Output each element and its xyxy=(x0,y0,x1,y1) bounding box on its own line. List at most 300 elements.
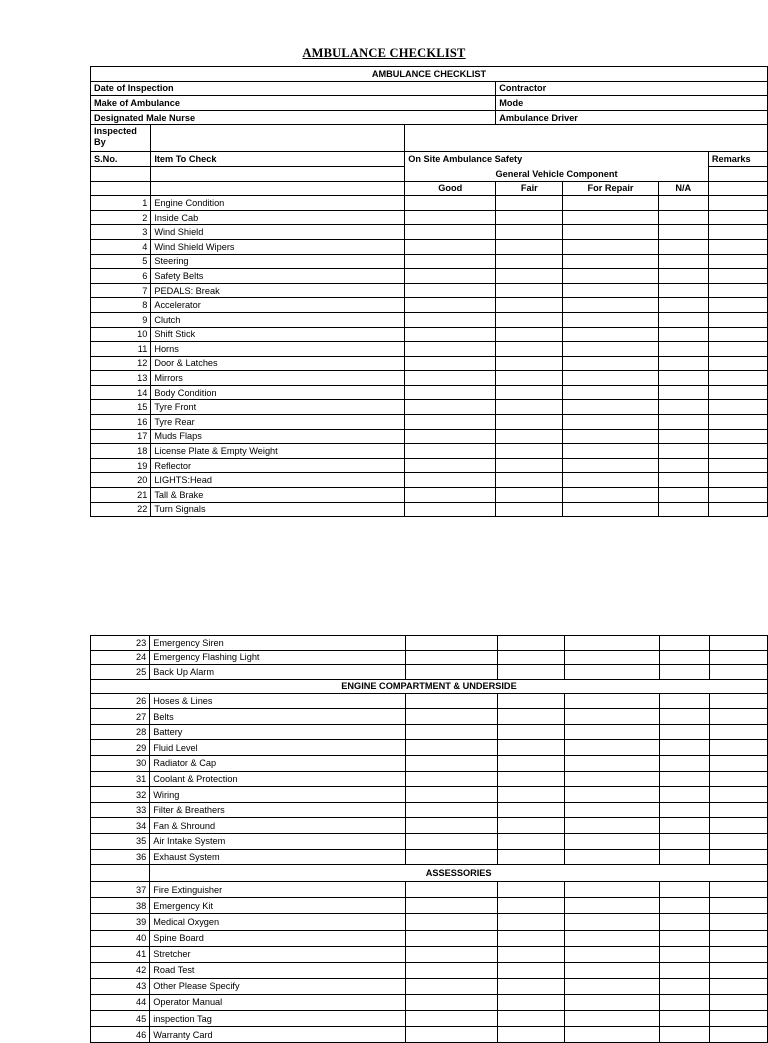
na-cell[interactable] xyxy=(659,962,709,978)
table-row xyxy=(91,312,768,327)
na-cell[interactable] xyxy=(659,946,709,962)
table-row xyxy=(91,994,768,1010)
item-label: Coolant & Protection xyxy=(150,771,406,787)
na-cell[interactable] xyxy=(659,930,709,946)
na-cell[interactable] xyxy=(659,709,709,725)
fair-cell[interactable] xyxy=(497,771,565,787)
good-cell[interactable] xyxy=(406,740,498,756)
na-cell[interactable] xyxy=(658,371,708,386)
item-label: Horns xyxy=(151,342,405,357)
repair-cell[interactable] xyxy=(565,946,659,962)
item-number: 3 xyxy=(91,225,151,240)
fair-cell[interactable] xyxy=(497,756,565,772)
fair-cell[interactable] xyxy=(496,239,563,254)
good-cell[interactable] xyxy=(406,946,498,962)
good-cell[interactable] xyxy=(406,882,498,898)
good-cell[interactable] xyxy=(405,239,496,254)
repair-cell[interactable] xyxy=(563,196,658,211)
good-cell[interactable] xyxy=(406,709,498,725)
good-cell[interactable] xyxy=(405,225,496,240)
good-cell[interactable] xyxy=(406,994,498,1010)
col-onsite-safety: On Site Ambulance Safety xyxy=(405,152,709,167)
good-cell[interactable] xyxy=(406,849,498,865)
na-cell[interactable] xyxy=(658,269,708,284)
item-number: 39 xyxy=(91,914,150,930)
repair-cell[interactable] xyxy=(563,342,658,357)
repair-cell[interactable] xyxy=(565,740,659,756)
remarks-cell[interactable] xyxy=(710,962,768,978)
remarks-cell[interactable] xyxy=(710,914,768,930)
repair-cell[interactable] xyxy=(565,994,659,1010)
repair-cell[interactable] xyxy=(565,650,659,665)
na-cell[interactable] xyxy=(659,693,709,709)
good-cell[interactable] xyxy=(406,724,498,740)
remarks-cell[interactable] xyxy=(708,269,767,284)
remarks-cell[interactable] xyxy=(710,636,768,651)
na-cell[interactable] xyxy=(658,385,708,400)
good-cell[interactable] xyxy=(406,802,498,818)
repair-cell[interactable] xyxy=(565,693,659,709)
remarks-cell[interactable] xyxy=(710,771,768,787)
repair-cell[interactable] xyxy=(563,356,658,371)
fair-cell[interactable] xyxy=(497,636,565,651)
fair-cell[interactable] xyxy=(496,342,563,357)
remarks-cell[interactable] xyxy=(710,724,768,740)
contractor-label: Contractor xyxy=(496,81,768,96)
na-cell[interactable] xyxy=(659,787,709,803)
repair-cell[interactable] xyxy=(563,488,658,503)
blank-cell xyxy=(91,166,151,181)
fair-cell[interactable] xyxy=(496,400,563,415)
na-cell[interactable] xyxy=(659,636,709,651)
remarks-cell[interactable] xyxy=(710,709,768,725)
fair-cell[interactable] xyxy=(497,665,565,680)
repair-cell[interactable] xyxy=(563,385,658,400)
good-cell[interactable] xyxy=(405,458,496,473)
repair-cell[interactable] xyxy=(565,1010,659,1026)
item-number: 10 xyxy=(91,327,151,342)
repair-cell[interactable] xyxy=(563,312,658,327)
item-label: Emergency Flashing Light xyxy=(150,650,406,665)
na-cell[interactable] xyxy=(658,473,708,488)
na-cell[interactable] xyxy=(659,802,709,818)
item-label: Safety Belts xyxy=(151,269,405,284)
table-row xyxy=(91,1010,768,1026)
fair-cell[interactable] xyxy=(497,1027,565,1043)
item-number: 29 xyxy=(91,740,150,756)
fair-cell[interactable] xyxy=(496,254,563,269)
repair-cell[interactable] xyxy=(563,400,658,415)
item-label: Wind Shield Wipers xyxy=(151,239,405,254)
remarks-cell[interactable] xyxy=(710,818,768,834)
remarks-cell[interactable] xyxy=(708,473,767,488)
remarks-cell[interactable] xyxy=(710,650,768,665)
fair-cell[interactable] xyxy=(496,371,563,386)
na-cell[interactable] xyxy=(659,818,709,834)
na-cell[interactable] xyxy=(658,444,708,459)
remarks-cell[interactable] xyxy=(708,210,767,225)
good-cell[interactable] xyxy=(406,930,498,946)
fair-cell[interactable] xyxy=(496,283,563,298)
remarks-cell[interactable] xyxy=(708,444,767,459)
fair-cell[interactable] xyxy=(497,898,565,914)
repair-cell[interactable] xyxy=(565,724,659,740)
table-row xyxy=(91,269,768,284)
item-label: Shift Stick xyxy=(151,327,405,342)
good-cell[interactable] xyxy=(406,787,498,803)
repair-cell[interactable] xyxy=(565,834,659,850)
na-cell[interactable] xyxy=(658,254,708,269)
remarks-cell[interactable] xyxy=(710,930,768,946)
item-number: 17 xyxy=(91,429,151,444)
table-row xyxy=(91,650,768,665)
good-cell[interactable] xyxy=(406,756,498,772)
remarks-cell[interactable] xyxy=(710,1010,768,1026)
na-cell[interactable] xyxy=(659,994,709,1010)
fair-cell[interactable] xyxy=(496,473,563,488)
item-label: Inside Cab xyxy=(151,210,405,225)
repair-cell[interactable] xyxy=(563,269,658,284)
fair-cell[interactable] xyxy=(497,914,565,930)
item-number: 46 xyxy=(91,1027,150,1043)
table-row xyxy=(91,709,768,725)
na-cell[interactable] xyxy=(659,650,709,665)
na-cell[interactable] xyxy=(658,458,708,473)
na-cell[interactable] xyxy=(658,327,708,342)
item-number: 26 xyxy=(91,693,150,709)
remarks-cell[interactable] xyxy=(710,946,768,962)
good-cell[interactable] xyxy=(405,196,496,211)
col-remarks: Remarks xyxy=(708,152,767,167)
remarks-cell[interactable] xyxy=(710,834,768,850)
na-cell[interactable] xyxy=(658,298,708,313)
good-cell[interactable] xyxy=(405,371,496,386)
repair-cell[interactable] xyxy=(565,756,659,772)
na-cell[interactable] xyxy=(659,834,709,850)
na-cell[interactable] xyxy=(658,400,708,415)
item-label: Tyre Front xyxy=(151,400,405,415)
repair-cell[interactable] xyxy=(565,771,659,787)
repair-cell[interactable] xyxy=(565,898,659,914)
item-label: Stretcher xyxy=(150,946,406,962)
remarks-cell[interactable] xyxy=(708,371,767,386)
table-row xyxy=(91,834,768,850)
repair-cell[interactable] xyxy=(563,239,658,254)
blank-cell xyxy=(151,181,405,196)
remarks-cell[interactable] xyxy=(708,283,767,298)
page-title: AMBULANCE CHECKLIST xyxy=(302,46,466,60)
item-label: Battery xyxy=(150,724,406,740)
table-row xyxy=(91,488,768,503)
na-cell[interactable] xyxy=(658,415,708,430)
table-row xyxy=(91,740,768,756)
na-cell[interactable] xyxy=(658,283,708,298)
item-number: 34 xyxy=(91,818,150,834)
repair-cell[interactable] xyxy=(565,914,659,930)
repair-cell[interactable] xyxy=(565,962,659,978)
fair-cell[interactable] xyxy=(497,882,565,898)
na-cell[interactable] xyxy=(659,849,709,865)
fair-cell[interactable] xyxy=(497,834,565,850)
remarks-cell[interactable] xyxy=(710,882,768,898)
fair-cell[interactable] xyxy=(497,787,565,803)
repair-cell[interactable] xyxy=(565,787,659,803)
fair-cell[interactable] xyxy=(496,312,563,327)
table-row xyxy=(91,882,768,898)
fair-cell[interactable] xyxy=(497,849,565,865)
fair-cell[interactable] xyxy=(497,724,565,740)
remarks-cell[interactable] xyxy=(708,488,767,503)
good-cell[interactable] xyxy=(405,298,496,313)
repair-cell[interactable] xyxy=(563,254,658,269)
fair-cell[interactable] xyxy=(496,327,563,342)
item-number: 27 xyxy=(91,709,150,725)
na-cell[interactable] xyxy=(659,665,709,680)
table-row xyxy=(91,724,768,740)
table-row xyxy=(91,371,768,386)
fair-cell[interactable] xyxy=(496,196,563,211)
remarks-cell[interactable] xyxy=(708,327,767,342)
good-cell[interactable] xyxy=(405,312,496,327)
fair-cell[interactable] xyxy=(496,225,563,240)
item-label: Wiring xyxy=(150,787,406,803)
remarks-cell[interactable] xyxy=(710,898,768,914)
item-number: 14 xyxy=(91,385,151,400)
good-cell[interactable] xyxy=(406,636,498,651)
na-cell[interactable] xyxy=(659,914,709,930)
good-cell[interactable] xyxy=(406,771,498,787)
table-row xyxy=(91,254,768,269)
item-label: Clutch xyxy=(151,312,405,327)
fair-cell[interactable] xyxy=(497,709,565,725)
repair-cell[interactable] xyxy=(563,502,658,517)
table-row xyxy=(91,502,768,517)
fair-cell[interactable] xyxy=(497,978,565,994)
na-cell[interactable] xyxy=(659,1027,709,1043)
repair-cell[interactable] xyxy=(563,371,658,386)
repair-cell[interactable] xyxy=(565,709,659,725)
remarks-cell[interactable] xyxy=(710,756,768,772)
remarks-cell[interactable] xyxy=(708,429,767,444)
fair-cell[interactable] xyxy=(496,458,563,473)
remarks-cell[interactable] xyxy=(710,693,768,709)
fair-cell[interactable] xyxy=(496,356,563,371)
item-number: 30 xyxy=(91,756,150,772)
remarks-cell[interactable] xyxy=(708,254,767,269)
good-cell[interactable] xyxy=(405,502,496,517)
good-cell[interactable] xyxy=(405,488,496,503)
good-cell[interactable] xyxy=(405,283,496,298)
remarks-cell[interactable] xyxy=(708,298,767,313)
good-cell[interactable] xyxy=(405,269,496,284)
remarks-cell[interactable] xyxy=(708,239,767,254)
na-cell[interactable] xyxy=(659,898,709,914)
remarks-cell[interactable] xyxy=(708,225,767,240)
remarks-cell[interactable] xyxy=(710,978,768,994)
remarks-cell[interactable] xyxy=(708,342,767,357)
remarks-cell[interactable] xyxy=(708,312,767,327)
na-cell[interactable] xyxy=(658,196,708,211)
na-cell[interactable] xyxy=(658,356,708,371)
good-cell[interactable] xyxy=(406,978,498,994)
fair-cell[interactable] xyxy=(497,693,565,709)
repair-cell[interactable] xyxy=(563,298,658,313)
repair-cell[interactable] xyxy=(565,1027,659,1043)
table-row xyxy=(91,458,768,473)
remarks-cell[interactable] xyxy=(710,665,768,680)
fair-cell[interactable] xyxy=(496,385,563,400)
fair-cell[interactable] xyxy=(497,1010,565,1026)
item-number: 36 xyxy=(91,849,150,865)
na-cell[interactable] xyxy=(659,771,709,787)
item-label: Emergency Siren xyxy=(150,636,406,651)
good-cell[interactable] xyxy=(406,1027,498,1043)
remarks-cell[interactable] xyxy=(708,400,767,415)
na-cell[interactable] xyxy=(659,1010,709,1026)
section-accessories: ASSESSORIES xyxy=(150,865,768,882)
repair-cell[interactable] xyxy=(565,802,659,818)
good-cell[interactable] xyxy=(406,650,498,665)
remarks-cell[interactable] xyxy=(708,415,767,430)
item-label: License Plate & Empty Weight xyxy=(151,444,405,459)
good-cell[interactable] xyxy=(405,444,496,459)
repair-cell[interactable] xyxy=(565,930,659,946)
fair-cell[interactable] xyxy=(496,415,563,430)
item-label: Air Intake System xyxy=(150,834,406,850)
good-cell[interactable] xyxy=(406,1010,498,1026)
na-cell[interactable] xyxy=(659,724,709,740)
good-cell[interactable] xyxy=(406,665,498,680)
fair-cell[interactable] xyxy=(496,488,563,503)
item-number: 6 xyxy=(91,269,151,284)
good-cell[interactable] xyxy=(405,254,496,269)
fair-cell[interactable] xyxy=(497,994,565,1010)
item-label: PEDALS: Break xyxy=(151,283,405,298)
table-row xyxy=(91,210,768,225)
fair-cell[interactable] xyxy=(497,930,565,946)
na-cell[interactable] xyxy=(659,978,709,994)
repair-cell[interactable] xyxy=(565,849,659,865)
remarks-cell[interactable] xyxy=(710,802,768,818)
na-cell[interactable] xyxy=(658,239,708,254)
remarks-cell[interactable] xyxy=(708,458,767,473)
repair-cell[interactable] xyxy=(563,415,658,430)
remarks-cell[interactable] xyxy=(710,740,768,756)
repair-cell[interactable] xyxy=(563,225,658,240)
fair-cell[interactable] xyxy=(497,962,565,978)
good-cell[interactable] xyxy=(405,327,496,342)
good-cell[interactable] xyxy=(405,429,496,444)
remarks-cell[interactable] xyxy=(708,356,767,371)
good-cell[interactable] xyxy=(406,914,498,930)
good-cell[interactable] xyxy=(406,898,498,914)
good-cell[interactable] xyxy=(405,385,496,400)
good-cell[interactable] xyxy=(406,962,498,978)
repair-cell[interactable] xyxy=(563,473,658,488)
repair-cell[interactable] xyxy=(563,210,658,225)
good-cell[interactable] xyxy=(405,415,496,430)
na-cell[interactable] xyxy=(659,740,709,756)
remarks-cell[interactable] xyxy=(708,502,767,517)
fair-cell[interactable] xyxy=(496,502,563,517)
repair-cell[interactable] xyxy=(565,882,659,898)
fair-cell[interactable] xyxy=(497,802,565,818)
item-number: 35 xyxy=(91,834,150,850)
na-cell[interactable] xyxy=(659,882,709,898)
na-cell[interactable] xyxy=(658,342,708,357)
fair-cell[interactable] xyxy=(496,269,563,284)
repair-cell[interactable] xyxy=(563,283,658,298)
remarks-cell[interactable] xyxy=(710,849,768,865)
item-label: Hoses & Lines xyxy=(150,693,406,709)
fair-cell[interactable] xyxy=(496,429,563,444)
fair-cell[interactable] xyxy=(497,946,565,962)
repair-cell[interactable] xyxy=(563,444,658,459)
remarks-cell[interactable] xyxy=(710,1027,768,1043)
col-na: N/A xyxy=(658,181,708,196)
fair-cell[interactable] xyxy=(496,298,563,313)
date-of-inspection-label: Date of Inspection xyxy=(91,81,496,96)
item-number: 28 xyxy=(91,724,150,740)
remarks-cell[interactable] xyxy=(710,787,768,803)
designated-male-nurse-label: Designated Male Nurse xyxy=(91,110,496,125)
repair-cell[interactable] xyxy=(563,429,658,444)
good-cell[interactable] xyxy=(405,210,496,225)
good-cell[interactable] xyxy=(405,356,496,371)
fair-cell[interactable] xyxy=(497,818,565,834)
item-label: Spine Board xyxy=(150,930,406,946)
good-cell[interactable] xyxy=(405,400,496,415)
repair-cell[interactable] xyxy=(563,458,658,473)
table-row xyxy=(91,978,768,994)
fair-cell[interactable] xyxy=(496,444,563,459)
repair-cell[interactable] xyxy=(565,978,659,994)
repair-cell[interactable] xyxy=(565,636,659,651)
na-cell[interactable] xyxy=(658,225,708,240)
fair-cell[interactable] xyxy=(497,650,565,665)
na-cell[interactable] xyxy=(659,756,709,772)
fair-cell[interactable] xyxy=(497,740,565,756)
mode-label: Mode xyxy=(496,96,768,111)
remarks-cell[interactable] xyxy=(708,385,767,400)
good-cell[interactable] xyxy=(406,834,498,850)
table-row xyxy=(91,415,768,430)
table-row xyxy=(91,818,768,834)
repair-cell[interactable] xyxy=(563,327,658,342)
table-row xyxy=(91,239,768,254)
section-engine-compartment: ENGINE COMPARTMENT & UNDERSIDE xyxy=(91,679,768,693)
good-cell[interactable] xyxy=(405,473,496,488)
item-label: Body Condition xyxy=(151,385,405,400)
repair-cell[interactable] xyxy=(565,818,659,834)
na-cell[interactable] xyxy=(658,488,708,503)
good-cell[interactable] xyxy=(405,342,496,357)
repair-cell[interactable] xyxy=(565,665,659,680)
na-cell[interactable] xyxy=(658,312,708,327)
inspected-by-value xyxy=(151,125,405,152)
remarks-cell[interactable] xyxy=(710,994,768,1010)
good-cell[interactable] xyxy=(406,818,498,834)
na-cell[interactable] xyxy=(658,429,708,444)
fair-cell[interactable] xyxy=(496,210,563,225)
item-number: 21 xyxy=(91,488,151,503)
na-cell[interactable] xyxy=(658,502,708,517)
good-cell[interactable] xyxy=(406,693,498,709)
table-row xyxy=(91,802,768,818)
na-cell[interactable] xyxy=(658,210,708,225)
remarks-cell[interactable] xyxy=(708,196,767,211)
table-row xyxy=(91,787,768,803)
